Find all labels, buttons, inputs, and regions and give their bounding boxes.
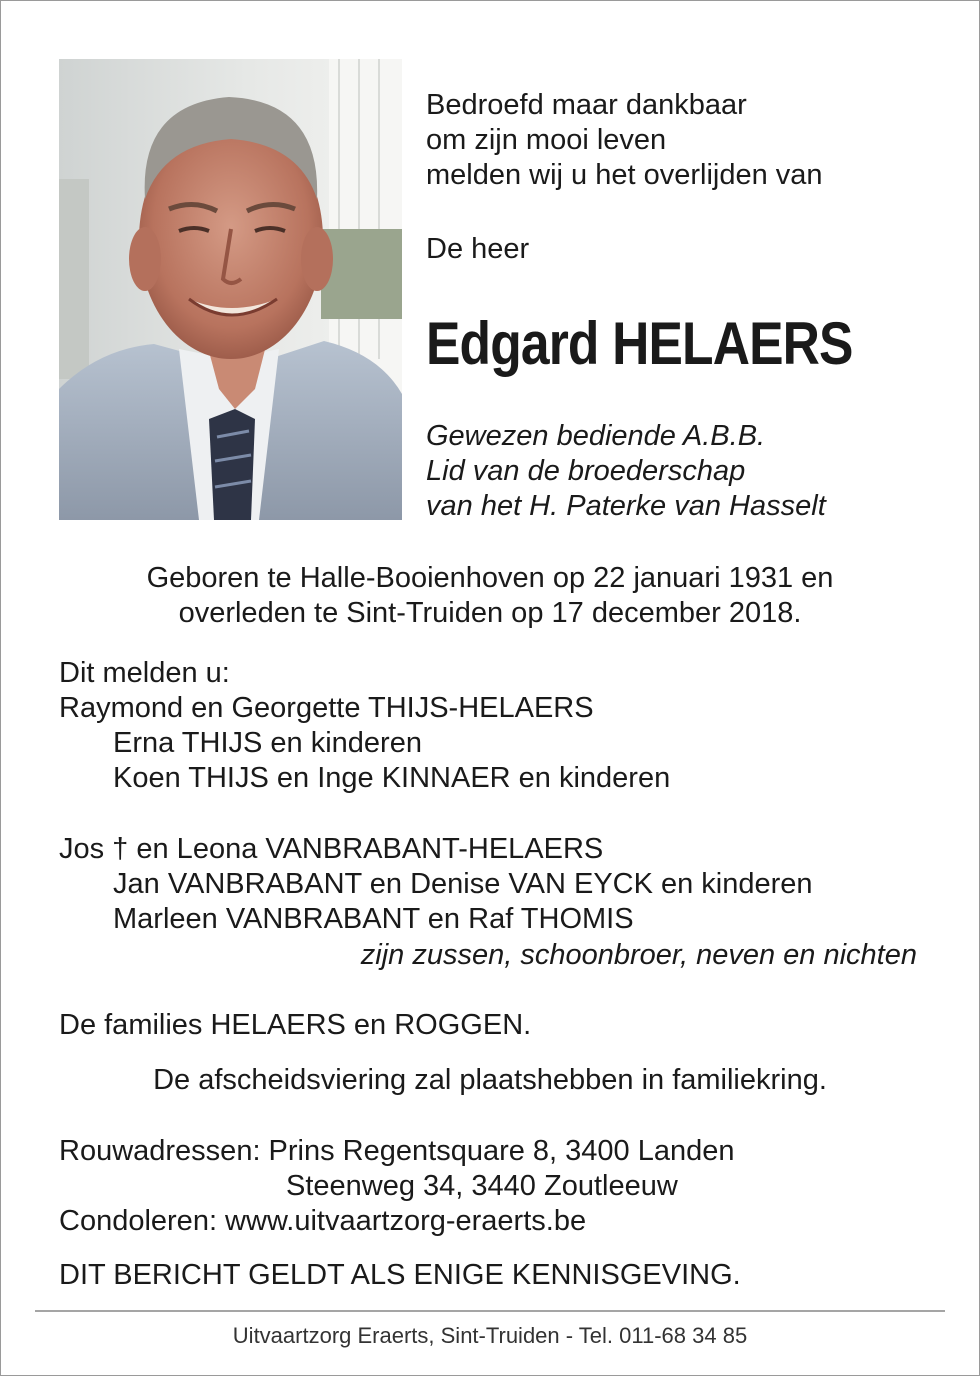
funeral-home-footer: Uitvaartzorg Eraerts, Sint-Truiden - Tel. 011-68 34 85 <box>232 1323 748 1348</box>
roles-text <box>426 419 826 524</box>
family-head: Jos † en Leona VANBRABANT-HELAERS <box>59 833 604 865</box>
footer-divider <box>35 1310 945 1312</box>
intro-line: Bedroefd maar dankbaar <box>426 89 747 121</box>
portrait-photo <box>59 59 402 520</box>
birth-death-text <box>0 561 980 631</box>
role-line: Lid van de broederschap <box>426 455 746 487</box>
relatives-line: zijn zussen, schoonbroer, neven en nichten <box>360 939 917 971</box>
deceased-name: Edgard HELAERS <box>426 310 853 377</box>
death-line: overleden te Sint-Truiden op 17 december 2018. <box>178 597 802 629</box>
role-line: Gewezen bediende A.B.B. <box>426 420 766 452</box>
family-member: Jan VANBRABANT en Denise VAN EYCK en kinderen <box>113 868 813 900</box>
ceremony-line: De afscheidsviering zal plaatshebben in familiekring. <box>153 1064 827 1096</box>
intro-text <box>426 88 823 193</box>
role-line: van het H. Paterke van Hasselt <box>426 490 826 522</box>
families-line: De families HELAERS en ROGGEN. <box>59 1009 532 1041</box>
family-head: Raymond en Georgette THIJS-HELAERS <box>59 692 594 724</box>
family-member: Marleen VANBRABANT en Raf THOMIS <box>113 903 634 935</box>
intro-line: om zijn mooi leven <box>426 124 667 156</box>
condolences-line: Condoleren: www.uitvaartzorg-eraerts.be <box>59 1205 587 1237</box>
birth-line: Geboren te Halle-Booienhoven op 22 januari 1931 en <box>146 562 834 594</box>
mourning-address: Rouwadressen: Prins Regentsquare 8, 3400 Landen <box>59 1135 735 1167</box>
portrait-illustration <box>59 59 402 520</box>
announcers-lead: Dit melden u: <box>59 657 230 689</box>
mourning-address-second: Steenweg 34, 3440 Zoutleeuw <box>286 1170 678 1202</box>
notice-line: DIT BERICHT GELDT ALS ENIGE KENNISGEVING. <box>59 1259 741 1291</box>
honorific: De heer <box>426 233 530 265</box>
family-member: Erna THIJS en kinderen <box>113 727 422 759</box>
family-member: Koen THIJS en Inge KINNAER en kinderen <box>113 762 671 794</box>
intro-line: melden wij u het overlijden van <box>426 159 823 191</box>
